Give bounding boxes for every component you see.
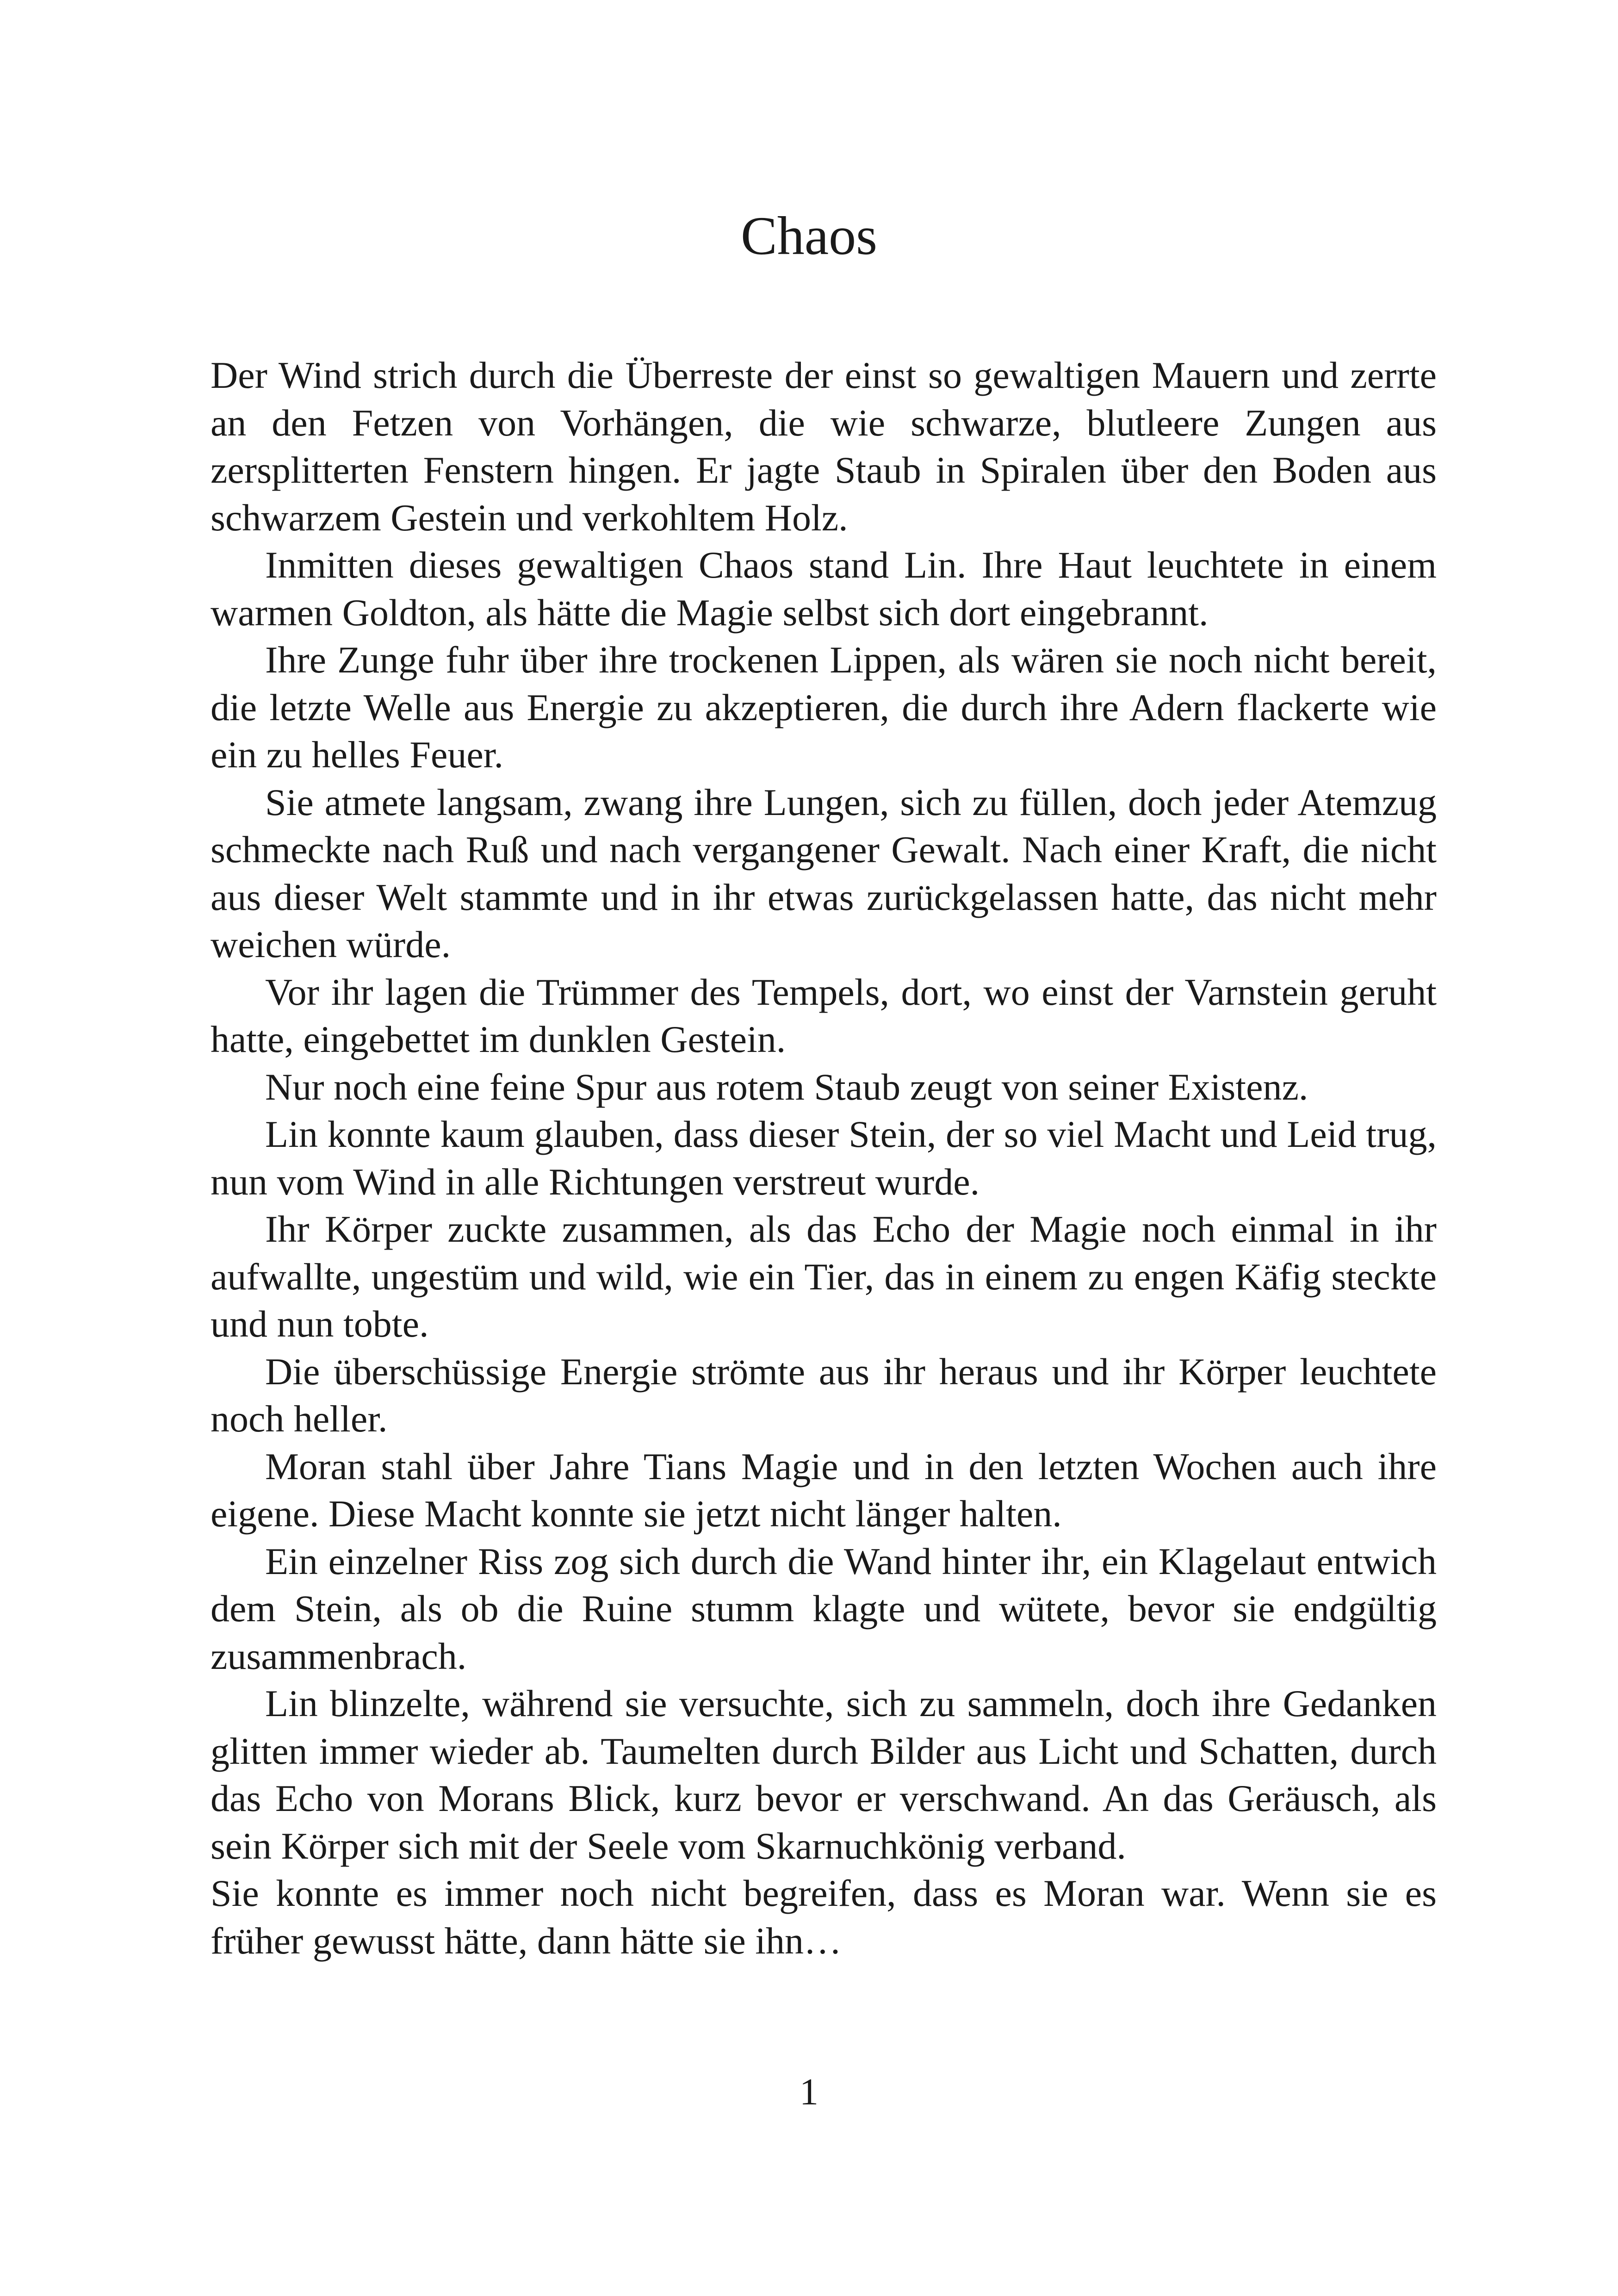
chapter-body (211, 352, 1437, 1965)
chapter-title: Chaos (741, 205, 877, 266)
paragraph: Ihr Körper zuckte zusammen, als das Echo der Magie noch einmal in ihr aufwallte, ungestüm und wild, wie ein Tier, das in einem zu engen Käfig steckte und nun tobte. (211, 1208, 1437, 1345)
paragraph: Lin blinzelte, während sie versuchte, sich zu sammeln, doch ihre Gedanken glitten immer wieder ab. Taumelten durch Bilder aus Licht und Schatten, durch das Echo von Morans Blick, kurz bevor er verschwand. An das Geräusch, als sein Körper sich mit der Seele vom Skarnuchkönig verband. (211, 1682, 1437, 1867)
paragraph: Ein einzelner Riss zog sich durch die Wand hinter ihr, ein Klagelaut entwich dem Stein, als ob die Ruine stumm klagte und wütete, bevor sie endgültig zusammenbrach. (211, 1540, 1437, 1677)
paragraph: Der Wind strich durch die Überreste der einst so gewaltigen Mauern und zerrte an den Fetzen von Vorhängen, die wie schwarze, blutleere Zungen aus zersplitterten Fenstern hingen. Er jagte Staub in Spiralen über den Boden aus schwarzem Gestein und verkohltem Holz. (211, 354, 1437, 539)
paragraph: Lin konnte kaum glauben, dass dieser Stein, der so viel Macht und Leid trug, nun vom Wind in alle Richtungen verstreut wurde. (211, 1113, 1437, 1203)
paragraph: Sie konnte es immer noch nicht begreifen, dass es Moran war. Wenn sie es früher gewusst hätte, dann hätte sie ihn… (211, 1872, 1437, 1962)
page-number: 1 (800, 2071, 818, 2113)
paragraph: Moran stahl über Jahre Tians Magie und in den letzten Wochen auch ihre eigene. Diese Macht konnte sie jetzt nicht länger halten. (211, 1445, 1437, 1535)
paragraph: Vor ihr lagen die Trümmer des Tempels, dort, wo einst der Varnstein geruht hatte, eingebettet im dunklen Gestein. (211, 971, 1437, 1060)
paragraph: Ihre Zunge fuhr über ihre trockenen Lippen, als wären sie noch nicht bereit, die letzte Welle aus Energie zu akzeptieren, die durch ihre Adern flackerte wie ein zu helles Feuer. (211, 639, 1437, 776)
paragraph: Inmitten dieses gewaltigen Chaos stand Lin. Ihre Haut leuchtete in einem warmen Goldton, als hätte die Magie selbst sich dort eingebrannt. (211, 544, 1437, 634)
paragraph: Nur noch eine feine Spur aus rotem Staub zeugt von seiner Existenz. (265, 1065, 1308, 1108)
paragraph: Sie atmete langsam, zwang ihre Lungen, sich zu füllen, doch jeder Atemzug schmeckte nach Ruß und nach vergangener Gewalt. Nach einer Kraft, die nicht aus dieser Welt stammte und in ihr etwas zurückgelassen hatte, das nicht mehr weichen würde. (211, 781, 1437, 965)
paragraph: Die überschüssige Energie strömte aus ihr heraus und ihr Körper leuchtete noch heller. (211, 1350, 1437, 1440)
